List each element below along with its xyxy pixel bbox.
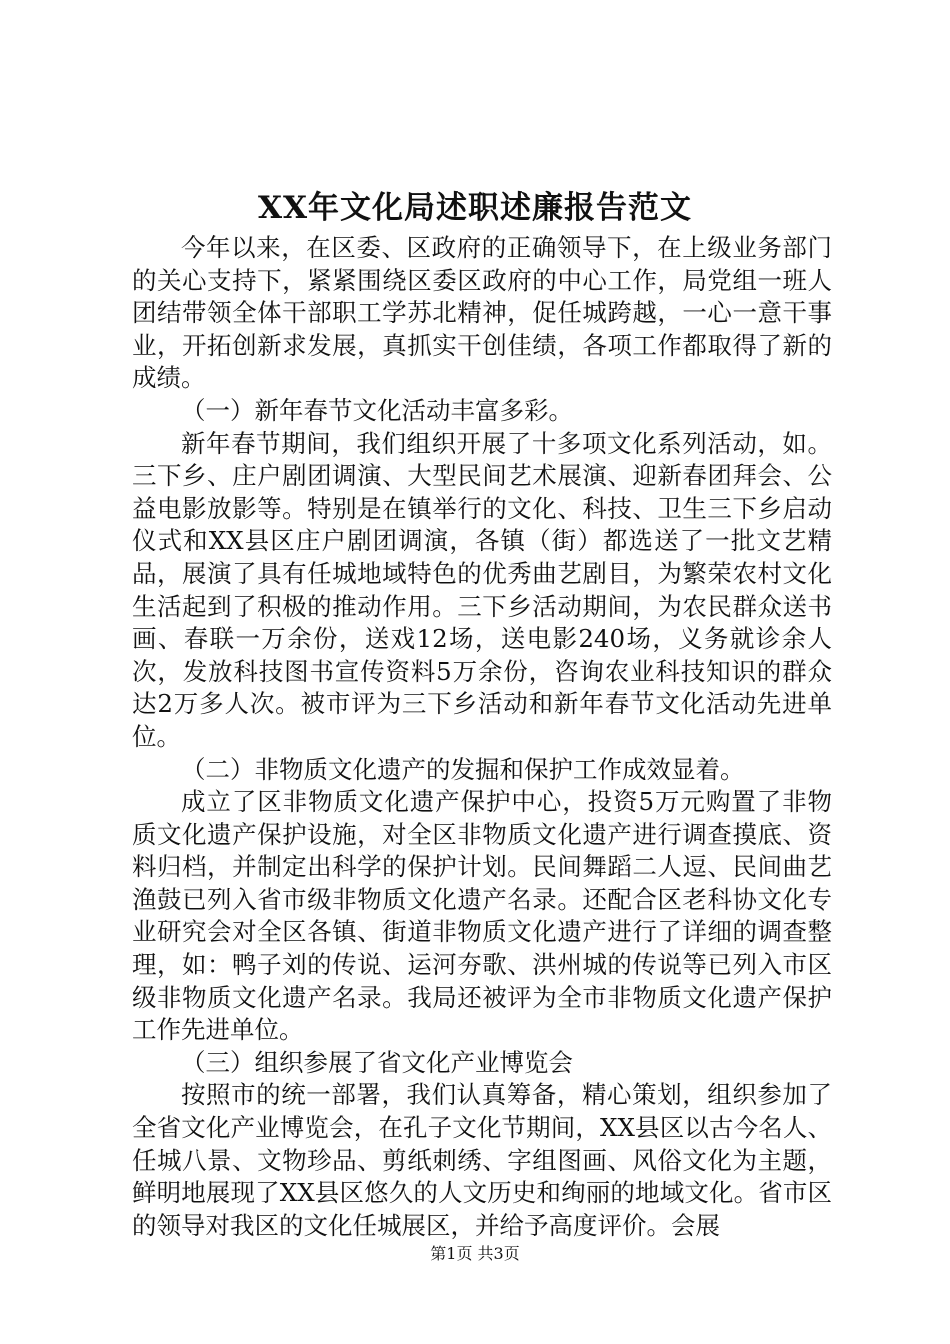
page-footer: 第1页 共3页 bbox=[430, 1244, 520, 1263]
section-heading-2: （二）非物质文化遗产的发掘和保护工作成效显着。 bbox=[181, 754, 745, 784]
paragraph-intro: 今年以来，在区委、区政府的正确领导下，在上级业务部门的关心支持下，紧紧围绕区委区政府的中心工作，局党组一班人团结带领全体干部职工学苏北精神，促任城跨越，一心一意干事业，开拓创新求发展，真抓实干创佳绩，各项工作都取得了新的成绩。 bbox=[132, 233, 832, 393]
document-title: XX年文化局述职述廉报告范文 bbox=[257, 190, 693, 226]
section-heading-1: （一）新年春节文化活动丰富多彩。 bbox=[181, 395, 573, 425]
paragraph-section-2: 成立了区非物质文化遗产保护中心，投资5万元购置了非物质文化遗产保护设施，对全区非物质文化遗产进行调查摸底、资料归档，并制定出科学的保护计划。民间舞蹈二人逗、民间曲艺渔鼓已列入省市级非物质文化遗产名录。还配合区老科协文化专业研究会对全区各镇、街道非物质文化遗产进行了详细的调查整理，如：鸭子刘的传说、运河夯歌、洪州城的传说等已列入市区级非物质文化遗产名录。我局还被评为全市非物质文化遗产保护工作先进单位。 bbox=[132, 787, 832, 1045]
paragraph-section-3: 按照市的统一部署，我们认真筹备，精心策划，组织参加了全省文化产业博览会，在孔子文化节期间，XX县区以古今名人、任城八景、文物珍品、剪纸刺绣、字组图画、风俗文化为主题，鲜明地展现了XX县区悠久的人文历史和绚丽的地域文化。省市区的领导对我区的文化任城展区，并给予高度评价。会展 bbox=[132, 1080, 832, 1240]
section-heading-3: （三）组织参展了省文化产业博览会 bbox=[181, 1047, 573, 1077]
paragraph-section-1: 新年春节期间，我们组织开展了十多项文化系列活动，如。三下乡、庄户剧团调演、大型民间艺术展演、迎新春团拜会、公益电影放影等。特别是在镇举行的文化、科技、卫生三下乡启动仪式和XX县区庄户剧团调演，各镇（街）都选送了一批文艺精品，展演了具有任城地域特色的优秀曲艺剧目，为繁荣农村文化生活起到了积极的推动作用。三下乡活动期间，为农民群众送书画、春联一万余份，送戏12场，送电影240场，义务就诊余人次，发放科技图书宣传资料5万余份，咨询农业科技知识的群众达2万多人次。被市评为三下乡活动和新年春节文化活动先进单位。 bbox=[132, 428, 832, 751]
document-body bbox=[132, 232, 832, 1242]
